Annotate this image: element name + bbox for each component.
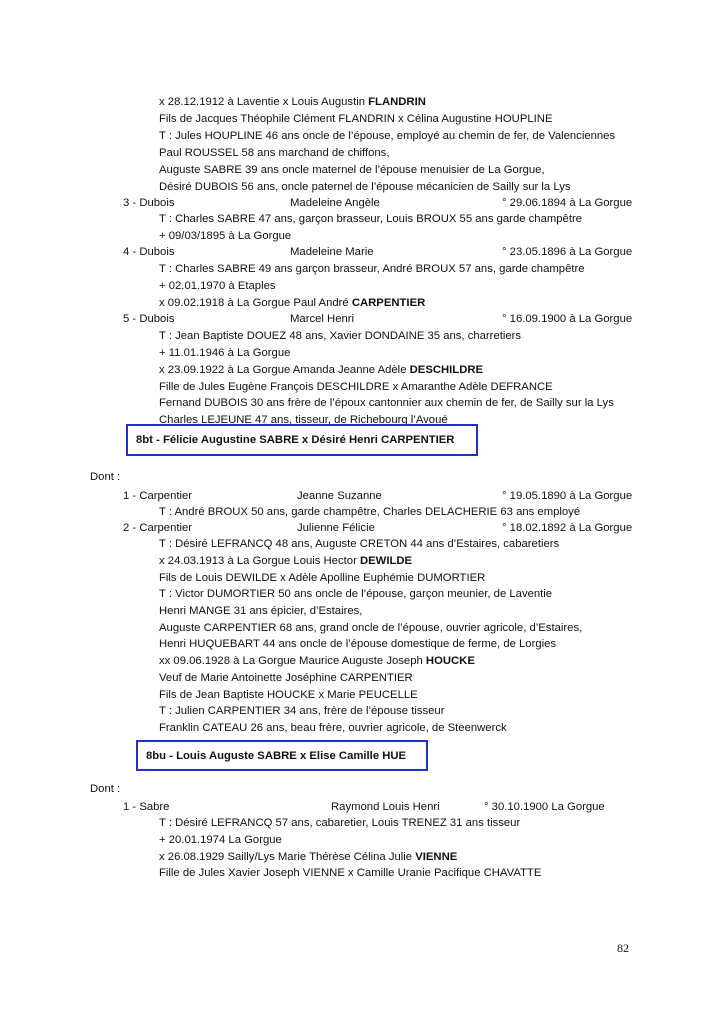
child-number: 4 - Dubois	[123, 246, 175, 258]
marriage-line: x 24.03.1913 à La Gorgue Louis Hector DEWILDE	[159, 555, 413, 567]
death-line: + 02.01.1970 à Etaples	[159, 280, 276, 292]
parents-line: Fils de Jean Baptiste HOUCKE x Marie PEUCELLE	[159, 689, 418, 701]
death-line: + 20.01.1974 La Gorgue	[159, 834, 282, 846]
child-number: 3 - Dubois	[123, 197, 175, 209]
child-number: 1 - Sabre	[123, 801, 170, 813]
witness-line: T : Victor DUMORTIER 50 ans oncle de l’épouse, garçon meunier, de Laventie	[159, 588, 553, 600]
remarriage-line: xx 09.06.1928 à La Gorgue Maurice Auguste Joseph HOUCKE	[159, 655, 475, 667]
child-given-names: Marcel Henri	[290, 313, 355, 325]
witness-line: T : Jules HOUPLINE 46 ans oncle de l’épouse, employé au chemin de fer, de Valenciennes	[159, 130, 616, 142]
child-number: 1 - Carpentier	[123, 490, 193, 502]
child-given-names: Raymond Louis Henri	[331, 801, 440, 813]
marriage-line: x 28.12.1912 à Laventie x Louis Augustin FLANDRIN	[159, 96, 426, 108]
parents-line: Fils de Jacques Théophile Clément FLANDRIN x Célina Augustine HOUPLINE	[159, 113, 553, 125]
child-given-names: Julienne Félicie	[297, 522, 375, 534]
witness-line: T : André BROUX 50 ans, garde champêtre, Charles DELACHERIE 63 ans employé	[159, 506, 581, 518]
child-birth: ° 16.09.1900 à La Gorgue	[502, 313, 633, 325]
child-birth: ° 30.10.1900 La Gorgue	[484, 801, 605, 813]
death-line: + 11.01.1946 à La Gorgue	[159, 347, 291, 359]
parents-line: Fils de Louis DEWILDE x Adèle Apolline Euphémie DUMORTIER	[159, 572, 486, 584]
child-given-names: Madeleine Angèle	[290, 197, 380, 209]
dont-label: Dont :	[90, 471, 121, 483]
family-heading-8bt: 8bt - Félicie Augustine SABRE x Désiré Henri CARPENTIER	[126, 424, 478, 456]
child-birth: ° 19.05.1890 à La Gorgue	[502, 490, 633, 502]
witness-line: T : Charles SABRE 49 ans garçon brasseur, André BROUX 57 ans, garde champêtre	[159, 263, 585, 275]
witness-line: T : Charles SABRE 47 ans, garçon brasseur, Louis BROUX 55 ans garde champêtre	[159, 213, 583, 225]
witness-line: T : Julien CARPENTIER 34 ans, frère de l’épouse tisseur	[159, 705, 445, 717]
child-birth: ° 29.06.1894 à La Gorgue	[502, 197, 633, 209]
witness-line: Paul ROUSSEL 58 ans marchand de chiffons,	[159, 147, 390, 159]
witness-line: Auguste SABRE 39 ans oncle maternel de l’épouse menuisier de La Gorgue,	[159, 164, 545, 176]
death-line: + 09/03/1895 à La Gorgue	[159, 230, 292, 242]
widower-line: Veuf de Marie Antoinette Joséphine CARPENTIER	[159, 672, 413, 684]
child-given-names: Jeanne Suzanne	[297, 490, 382, 502]
parents-line: Fille de Jules Xavier Joseph VIENNE x Camille Uranie Pacifique CHAVATTE	[159, 867, 542, 879]
page-number: 82	[617, 941, 629, 955]
marriage-line: x 09.02.1918 à La Gorgue Paul André CARPENTIER	[159, 297, 426, 309]
parents-line: Fille de Jules Eugène François DESCHILDRE x Amaranthe Adèle DEFRANCE	[159, 381, 553, 393]
child-birth: ° 23.05.1896 à La Gorgue	[502, 246, 633, 258]
witness-line: T : Désiré LEFRANCQ 57 ans, cabaretier, Louis TRENEZ 31 ans tisseur	[159, 817, 521, 829]
witness-line: Henri MANGE 31 ans épicier, d’Estaires,	[159, 605, 363, 617]
witness-line: Auguste CARPENTIER 68 ans, grand oncle de l’épouse, ouvrier agricole, d’Estaires,	[159, 622, 583, 634]
witness-line: Franklin CATEAU 26 ans, beau frère, ouvrier agricole, de Steenwerck	[159, 722, 507, 734]
family-heading-8bu: 8bu - Louis Auguste SABRE x Elise Camille HUE	[136, 740, 428, 771]
marriage-line: x 23.09.1922 à La Gorgue Amanda Jeanne Adèle DESCHILDRE	[159, 364, 484, 376]
child-number: 5 - Dubois	[123, 313, 175, 325]
witness-line: Désiré DUBOIS 56 ans, oncle paternel de l’épouse mécanicien de Sailly sur la Lys	[159, 181, 571, 193]
witness-line: T : Jean Baptiste DOUEZ 48 ans, Xavier DONDAINE 35 ans, charretiers	[159, 330, 522, 342]
child-given-names: Madeleine Marie	[290, 246, 374, 258]
witness-line: Fernand DUBOIS 30 ans frère de l’époux cantonnier aux chemin de fer, de Sailly sur la Lys	[159, 397, 614, 409]
dont-label: Dont :	[90, 783, 121, 795]
witness-line: T : Désiré LEFRANCQ 48 ans, Auguste CRETON 44 ans d’Estaires, cabaretiers	[159, 538, 560, 550]
witness-line: Henri HUQUEBART 44 ans oncle de l’épouse domestique de ferme, de Lorgies	[159, 638, 557, 650]
witness-line: Charles LEJEUNE 47 ans, tisseur, de Richebourg l’Avoué	[159, 414, 448, 426]
marriage-line: x 26.08.1929 Sailly/Lys Marie Thérèse Célina Julie VIENNE	[159, 851, 458, 863]
child-number: 2 - Carpentier	[123, 522, 193, 534]
child-birth: ° 18.02.1892 à La Gorgue	[502, 522, 633, 534]
